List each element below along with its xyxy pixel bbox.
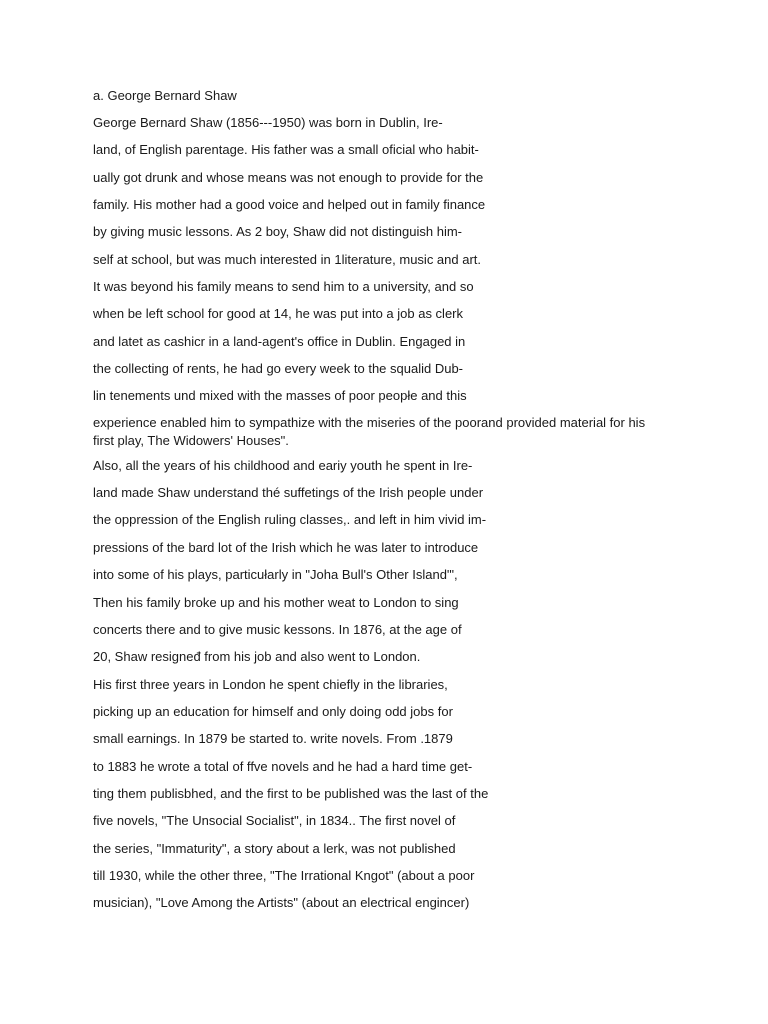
text-line: musician), "Love Among the Artists" (about an electrical engincer) [93, 895, 470, 911]
text-line: 20, Shaw resigneđ from his job and also went to London. [93, 649, 421, 665]
text-line: Then his family broke up and his mother weat to London to sing [93, 594, 459, 610]
text-line: to 1883 he wrote a total of ffve novels and he had a hard time get- [93, 758, 473, 774]
text-line: the oppression of the English ruling classes,. and left in him vivid im- [93, 512, 487, 528]
text-line: Also, all the years of his childhood and eariy youth he spent in Ire- [93, 457, 473, 473]
text-line: picking up an education for himself and only doing odd jobs for [93, 703, 453, 719]
body-text [93, 113, 693, 912]
text-line: by giving music lessons. As 2 boy, Shaw did not distinguish him- [93, 224, 462, 240]
text-line: five novels, "The Unsocial Socialist", in 1834.. The first novel of [93, 813, 456, 829]
text-line: lin tenements und mixed with the masses of poor peopłe and this [93, 388, 467, 404]
text-line: experience enabled him to sympathize with the miseries of the poorand provided material for his first play, The Widowers' Houses". [93, 414, 646, 448]
text-line: It was beyond his family means to send him to a university, and so [93, 279, 474, 295]
text-line: land, of English parentage. His father was a small oficial who habit- [93, 142, 479, 158]
text-line: the series, "Immaturity", a story about a lerk, was not published [93, 840, 456, 856]
text-line: ually got drunk and whose means was not enough to provide for the [93, 169, 484, 185]
document-page [93, 86, 693, 921]
text-line: land made Shaw understand thé suffetings of the Irish people under [93, 485, 484, 501]
text-line: family. His mother had a good voice and helped out in family finance [93, 197, 486, 213]
text-line: concerts there and to give music kessons. In 1876, at the age of [93, 621, 462, 637]
text-line: pressions of the bard lot of the Irish which he was later to introduce [93, 539, 479, 555]
section-heading: a. George Bernard Shaw [93, 88, 237, 103]
text-line: into some of his plays, particułarly in "Joha Bull's Other Island'", [93, 567, 458, 583]
text-line: when be left school for good at 14, he was put into a job as clerk [93, 306, 464, 322]
text-line: His first three years in London he spent chiefly in the libraries, [93, 676, 448, 692]
text-line: and latet as cashicr in a land-agent's office in Dublin. Engaged in [93, 333, 466, 349]
text-line: till 1930, while the other three, "The Irrational Kngot" (about a poor [93, 867, 475, 883]
text-line: small earnings. In 1879 be started to. write novels. From .1879 [93, 731, 453, 747]
text-line: self at school, but was much interested in 1literature, music and art. [93, 251, 482, 267]
text-line: George Bernard Shaw (1856---1950) was born in Dublin, Ire- [93, 115, 443, 130]
text-line: ting them publisbhed, and the first to be published was the last of the [93, 785, 489, 801]
text-line: the collecting of rents, he had go every week to the squalid Dub- [93, 361, 463, 377]
